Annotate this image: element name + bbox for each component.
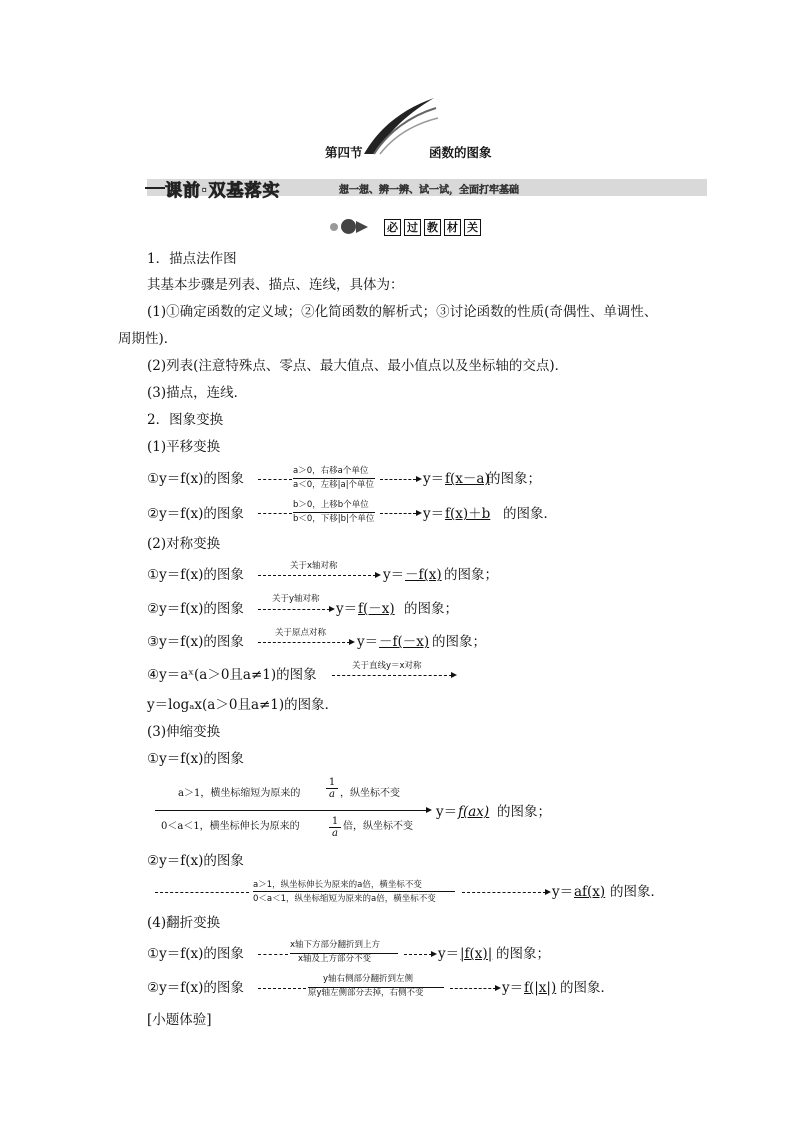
section-number: 第四节 (325, 145, 363, 160)
arrow-bottom-label: 0＜a＜1，纵坐标缩短为原来的a倍，横坐标不变 (253, 894, 436, 904)
arrow-right-icon (545, 889, 551, 895)
answer-blank: f(x－a) (445, 471, 490, 487)
subheading-flip: (4)翻折变换 (147, 915, 221, 931)
subheading-stretch: (3)伸缩变换 (147, 724, 221, 740)
stretch-row-1-left: ①y＝f(x)的图象 (147, 751, 244, 767)
practice-heading: [小题体验] (147, 1012, 212, 1028)
paragraph: 其基本步骤是列表、描点、连线，具体为： (147, 277, 404, 293)
arrow-label: 关于y轴对称 (272, 594, 320, 604)
answer-blank: f(－x) (358, 601, 395, 617)
arrow-bottom-label: 原y轴左侧部分去掉，右侧不变 (308, 988, 424, 998)
section-title: 函数的图象 (429, 145, 492, 160)
arrow-right-icon (495, 985, 501, 991)
heading-char: 过 (404, 219, 421, 236)
heading-char: 必 (384, 219, 401, 236)
heading-char: 材 (444, 219, 461, 236)
arrow-right-icon (426, 807, 432, 813)
arrow-right-icon (356, 221, 368, 233)
paragraph: 周期性)． (118, 331, 178, 347)
subheading-translate: (1)平移变换 (147, 439, 221, 455)
arrow-right-icon (431, 951, 437, 957)
arrow-label: 关于直线y＝x对称 (352, 661, 422, 671)
arrow-right-icon (329, 606, 335, 612)
answer-blank: －f(－x) (379, 634, 430, 650)
arrow-top-label: x轴下方部分翻折到上方 (290, 940, 381, 950)
arrow-label: 关于原点对称 (275, 628, 327, 638)
arrow-right-icon (375, 572, 381, 578)
banner-subtitle: 想一想、辨一辨、试一试，全面打牢基础 (339, 185, 519, 196)
swoosh-logo-icon (360, 96, 440, 158)
fraction: 1 a (326, 777, 338, 800)
answer-blank: f(ax) (458, 804, 490, 820)
banner-title: 课前·双基落实 (165, 181, 281, 201)
bullet-dot-icon (341, 219, 356, 234)
paragraph: (2)列表(注意特殊点、零点、最大值点、最小值点以及坐标轴的交点)． (147, 358, 569, 374)
arrow-bottom-label: b＜0，下移|b|个单位 (293, 514, 375, 524)
answer-blank: f(|x|) (524, 980, 557, 996)
arrow-bottom-label: x轴及上方部分不变 (298, 954, 372, 964)
arrow-bottom-label: a＜0，左移|a|个单位 (293, 480, 375, 490)
answer-blank: －f(x) (405, 567, 442, 583)
arrow-top-label: a＞0，右移a个单位 (293, 466, 369, 476)
answer-blank: f(x)＋b (445, 506, 491, 522)
paragraph: (1)①确定函数的定义域；②化简函数的解析式；③讨论函数的性质(奇偶性、单调性、 (147, 304, 658, 320)
answer-blank: |f(x)| (460, 946, 493, 962)
heading-char: 教 (424, 219, 441, 236)
arrow-top-label: b＞0，上移b个单位 (293, 500, 369, 510)
arrow-right-icon (416, 476, 422, 482)
heading-plotting: 1．描点法作图 (147, 251, 237, 267)
heading-char: 关 (464, 219, 481, 236)
fraction: 1 a (329, 816, 341, 839)
subheading-symmetry: (2)对称变换 (147, 536, 221, 552)
heading-transform: 2．图象变换 (147, 412, 224, 428)
answer-blank: af(x) (574, 884, 606, 900)
arrow-top-label: a＞1，纵坐标伸长为原来的a倍，横坐标不变 (253, 880, 422, 890)
arrow-right-icon (349, 639, 355, 645)
arrow-right-icon (416, 510, 422, 516)
bullet-dot-icon (330, 223, 338, 231)
arrow-top-label: y轴右侧部分翻折到左侧 (323, 974, 414, 984)
paragraph: (3)描点，连线． (147, 385, 248, 401)
section-banner (147, 179, 707, 201)
arrow-right-icon (451, 672, 457, 678)
arrow-label: 关于x轴对称 (290, 561, 338, 571)
